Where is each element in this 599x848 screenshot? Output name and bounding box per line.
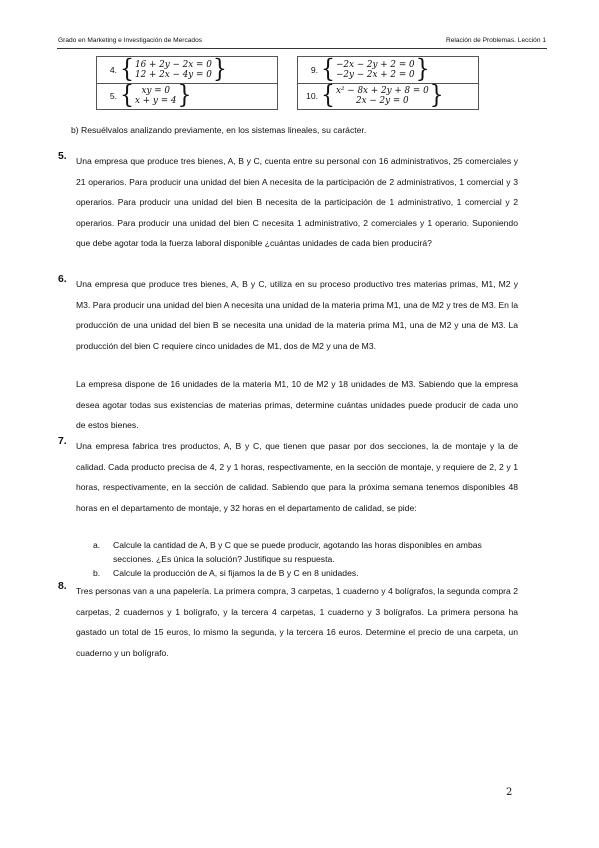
- header-left: Grado en Marketing e Investigación de Mercados: [58, 37, 203, 44]
- equation-system: [120, 55, 227, 84]
- system-number: 5.: [109, 91, 117, 101]
- equation-system: [120, 81, 192, 110]
- system-number: 4.: [109, 65, 117, 75]
- equation: xy = 0: [141, 86, 170, 96]
- left-brace: {: [321, 81, 335, 110]
- header-right: Relación de Problemas. Lección 1: [445, 37, 546, 44]
- part-b-instruction: b) Resuélvalos analizando previamente, en los sistemas lineales, su carácter.: [71, 125, 367, 135]
- problem-text: Una empresa que produce tres bienes, A, B y C, cuenta entre su personal con 16 administrativos, 25 comerciales y 21 operarios. Para producir una unidad del bien A necesita de la participación de 2 administrativos, 1 comercial y 3 operarios. Para producir una unidad del bien B necesita de la participación de 1 administrativo, 1 comercial y 2 operarios. Para producir una unidad del bien C necesita 1 administrativo, 2 comerciales y 1 operario. Suponiendo que debe agotar toda la fuerza laboral disponible ¿cuántas unidades de cada bien producirá?: [76, 156, 518, 248]
- item-label: b.: [93, 568, 101, 578]
- system-row: [97, 83, 277, 109]
- right-brace: }: [212, 55, 227, 84]
- equation-system: [321, 81, 444, 110]
- system-row: [97, 57, 277, 84]
- system-number: 9.: [310, 65, 318, 75]
- problem-number: 7.: [58, 436, 67, 447]
- right-brace: }: [415, 55, 430, 84]
- equation: x² − 8x + 2y + 8 = 0: [336, 86, 429, 96]
- systems-table-right: [297, 56, 479, 110]
- equation: −2y − 2x + 2 = 0: [336, 70, 415, 80]
- page-number: 2: [506, 787, 513, 798]
- header-rule: [57, 48, 547, 49]
- right-brace: }: [177, 81, 192, 110]
- system-number: 10.: [306, 91, 318, 101]
- system-row: [298, 83, 478, 109]
- equation: x + y = 4: [135, 96, 177, 106]
- equation: 16 + 2y − 2x = 0: [135, 60, 212, 70]
- problem-number: 6.: [58, 274, 67, 285]
- equation: 12 + 2x − 4y = 0: [135, 70, 212, 80]
- problem-text: Una empresa fabrica tres productos, A, B y C, que tienen que pasar por dos secciones, la de montaje y la de calidad. Cada producto precisa de 4, 2 y 1 horas, respectivamente, en la sección de montaje, y requiere de 2, 2 y 1 horas, respectivamente, en la sección de calidad. Sabiendo que para la próxima semana tenemos disponibles 48 horas en el departamento de montaje, y 32 horas en el departamento de calidad, se pide:: [76, 441, 518, 513]
- system-row: [298, 57, 478, 84]
- problem-number: 5.: [58, 151, 67, 162]
- problem-text: Una empresa que produce tres bienes, A, B y C, utiliza en su proceso productivo tres materias primas, M1, M2 y M3. Para producir una unidad del bien A necesita una unidad de la materia prima M1, una de M2 y tres de M3. En la producción de una unidad del bien B se necesita una unidad de la materia prima M1, una de M2 y una de M3. La producción del bien C requiere cinco unidades de M1, dos de M2 y una de M3.: [76, 279, 518, 351]
- item-text: Calcule la producción de A, si fijamos la de B y C en 8 unidades.: [113, 568, 359, 578]
- item-text: Calcule la cantidad de A, B y C que se puede producir, agotando las horas disponibles en ambas secciones. ¿Es única la solución? Justifique su respuesta.: [113, 540, 482, 564]
- problem-text: Tres personas van a una papelería. La primera compra, 3 carpetas, 1 cuaderno y 4 bolígrafos, la segunda compra 2 carpetas, 2 cuadernos y 1 bolígrafo, y la tercera 4 carpetas, 1 cuaderno y 3 bolígrafos. La primera persona ha gastado un total de 15 euros, lo mismo la segunda, y la tercera 16 euros. Determine el precio de una carpeta, un cuaderno y un bolígrafo.: [76, 586, 518, 658]
- left-brace: {: [120, 81, 134, 110]
- equation-system: [321, 55, 430, 84]
- equation: 2x − 2y = 0: [356, 96, 409, 106]
- right-brace: }: [429, 81, 444, 110]
- problem-text: La empresa dispone de 16 unidades de la materia M1, 10 de M2 y 18 unidades de M3. Sabiendo que la empresa desea agotar todas sus existencias de materias primas, determine cuántas unidades puede producir de cada uno de estos bienes.: [76, 379, 518, 430]
- equation: −2x − 2y + 2 = 0: [336, 60, 415, 70]
- problem-number: 8.: [58, 581, 67, 592]
- systems-table-left: [96, 56, 278, 110]
- left-brace: {: [120, 55, 134, 84]
- item-label: a.: [93, 540, 101, 550]
- left-brace: {: [321, 55, 335, 84]
